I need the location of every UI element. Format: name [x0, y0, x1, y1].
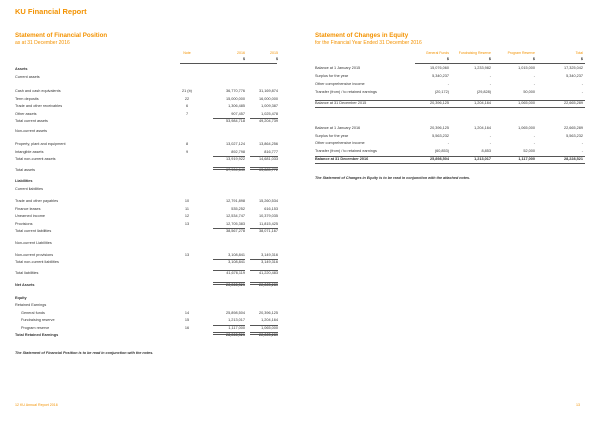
sfp-row-label: Total non-current liabilities — [15, 260, 59, 264]
sfp-row — [15, 104, 277, 111]
sfp-row-2016: 13,919,922 — [225, 157, 245, 161]
sce-row-value: 1,213,017 — [474, 157, 491, 161]
footer-page-number: 13 — [576, 403, 580, 407]
sfp-row — [15, 229, 277, 236]
sce-row-value: - — [489, 134, 491, 138]
sce-row-label: Other comprehensive income — [315, 82, 365, 86]
sfp-row-label: Property, plant and equipment — [15, 142, 66, 146]
sfp-row — [15, 142, 277, 149]
sfp-row-label: Retained Earnings — [15, 303, 47, 307]
sfp-row — [15, 199, 277, 206]
sfp-row-2015: 22,665,289 — [258, 283, 278, 287]
sfp-row-2016: 15,000,000 — [225, 97, 245, 101]
sfp-row-note: 11 — [185, 207, 189, 211]
sfp-row — [15, 129, 277, 136]
sfp-row-2015: 1,065,000 — [261, 326, 278, 330]
sfp-row-2015: 13,864,256 — [258, 142, 278, 146]
sfp-row-2016: 3,108,841 — [228, 260, 245, 264]
sfp-total-rule — [250, 270, 278, 271]
sfp-head-cur2: $ — [276, 57, 278, 61]
sce-row-value: 22,665,289 — [563, 101, 583, 105]
sfp-row-2016: 41,676,119 — [226, 271, 245, 275]
sfp-row — [15, 318, 277, 325]
sfp-row-label: Net Assets — [15, 283, 35, 287]
sce-row-value: (29,828) — [476, 90, 491, 94]
sfp-total-rule — [213, 156, 245, 157]
sfp-row-2016: 53,984,718 — [225, 119, 245, 123]
sce-row — [315, 149, 585, 156]
sfp-total-rule — [213, 325, 245, 326]
sfp-row-note: 15 — [184, 318, 190, 322]
sfp-row — [15, 157, 277, 164]
sfp-total-rule — [213, 118, 245, 119]
sfp-row — [15, 311, 277, 318]
sfp-row-label: Cash and cash equivalents — [15, 89, 61, 93]
sce-head-fundraising: Fundraising Reserve — [458, 51, 491, 55]
sfp-row — [15, 67, 277, 74]
sce-cur-1: $ — [446, 57, 449, 61]
sce-row-value: - — [581, 82, 583, 86]
sfp-row-2016: 36,770,776 — [225, 89, 245, 93]
sce-row-label: Transfer (from) / to retained earnings — [315, 90, 377, 94]
sce-head-total: Total — [575, 51, 583, 55]
sce-subtitle: for the Financial Year Ended 31 December 2016 — [315, 40, 422, 46]
sce-header-rule — [415, 63, 585, 64]
sfp-row — [15, 303, 277, 310]
sce-row — [315, 74, 585, 81]
sfp-row-2016: 1,117,000 — [228, 326, 245, 330]
sfp-row-label: Other assets — [15, 112, 37, 116]
sfp-head-cur1: $ — [243, 57, 245, 61]
sfp-row-label: Total current assets — [15, 119, 48, 123]
sfp-row-note: 8 — [185, 142, 189, 146]
sfp-row-2016: 535,252 — [231, 207, 245, 211]
sfp-total-rule — [250, 228, 278, 229]
sfp-row-2016: 28,228,521 — [225, 333, 245, 337]
sfp-row-label: Program reserve — [21, 326, 50, 330]
sce-row-value: 1,117,000 — [518, 157, 535, 161]
sfp-row-label: Non-current Liabilities — [15, 241, 52, 245]
sfp-row-2016: 907,457 — [231, 112, 245, 116]
sfp-row-2015: 1,025,478 — [261, 112, 278, 116]
sce-row-value: - — [447, 141, 449, 145]
sce-row-value: 1,233,982 — [474, 66, 491, 70]
sfp-row-note: 22 — [184, 97, 190, 101]
sfp-row-label: Liabilities — [15, 179, 33, 183]
sfp-head-y1: 2016 — [237, 51, 245, 55]
sfp-row-label: General funds — [21, 311, 45, 315]
sce-row-value: (60,853) — [434, 149, 449, 153]
sfp-row-label: Total assets — [15, 168, 36, 172]
sfp-row — [15, 207, 277, 214]
sfp-row-note: 13 — [184, 222, 190, 226]
sce-row-value: (20,172) — [434, 90, 449, 94]
sfp-row-2016: 3,108,841 — [228, 253, 245, 257]
sfp-row-label: Unearned income — [15, 214, 45, 218]
sfp-total-rule — [213, 270, 245, 271]
sfp-total-rule — [250, 259, 278, 260]
sfp-row-label: Non-current assets — [15, 129, 48, 133]
sfp-row-2015: 3,149,316 — [261, 253, 278, 257]
sce-row-value: - — [489, 141, 491, 145]
sfp-row-label: Total current liabilities — [15, 229, 52, 233]
sfp-row — [15, 97, 277, 104]
sce-row-label: Balance at 31 December 2016 — [315, 157, 369, 161]
footer-left: 12 KU Annual Report 2016 — [15, 403, 58, 407]
sce-row-label: Transfer (from) / to retained earnings — [315, 149, 377, 153]
sce-row — [315, 66, 585, 73]
sce-row-value: 22,665,289 — [563, 126, 583, 130]
sfp-row — [15, 271, 277, 278]
sfp-row-2016: 12,534,747 — [225, 214, 245, 218]
sce-row-value: 25,898,504 — [429, 157, 449, 161]
sfp-row-2016: 25,898,504 — [225, 311, 245, 315]
sfp-row-2015: 38,071,167 — [258, 229, 278, 233]
sfp-row-label: Total liabilities — [15, 271, 39, 275]
sce-row-value: 17,325,042 — [563, 66, 583, 70]
sfp-row-2015: 816,777 — [264, 150, 278, 154]
sfp-head-y2: 2015 — [270, 51, 278, 55]
sce-row-label: Surplus for the year — [315, 74, 349, 78]
sce-row-value: 1,204,164 — [474, 126, 491, 130]
sfp-row-2016: 1,306,485 — [228, 104, 245, 108]
sce-row — [315, 82, 585, 89]
sfp-row-2016: 13,027,124 — [225, 142, 245, 146]
sfp-row — [15, 241, 277, 248]
sfp-row-2016: 892,798 — [231, 150, 245, 154]
sce-row-value: - — [581, 90, 583, 94]
sfp-total-rule — [213, 282, 245, 285]
sfp-row-2015: 31,169,874 — [258, 89, 278, 93]
sce-row-value: 5,340,237 — [566, 74, 583, 78]
sfp-row-label: Term deposits — [15, 97, 39, 101]
sfp-total-rule — [213, 332, 245, 335]
sce-cur-2: $ — [488, 57, 491, 61]
sce-head-program: Program Reserve — [507, 51, 535, 55]
sfp-row-label: Fundraising reserve — [21, 318, 55, 322]
sce-row-label: Balance at 31 December 2015 — [315, 101, 367, 105]
sce-row-value: - — [533, 141, 535, 145]
sce-row-label: Balance at 1 January 2016 — [315, 126, 361, 130]
sce-row-value: 1,065,000 — [518, 126, 535, 130]
sfp-row-2016: 26,228,521 — [225, 283, 245, 287]
sce-row-value: - — [533, 74, 535, 78]
sfp-row-label: Equity — [15, 296, 27, 300]
sfp-row-label: Total Retained Earnings — [15, 333, 59, 337]
sfp-row-2015: 616,153 — [264, 207, 278, 211]
sfp-total-rule — [250, 118, 278, 119]
sfp-total-rule — [250, 332, 278, 335]
sce-row-value: - — [581, 141, 583, 145]
sce-row — [315, 126, 585, 133]
sce-row — [315, 90, 585, 97]
sfp-row-label: Trade and other receivables — [15, 104, 63, 108]
sfp-head-note: Note — [183, 51, 191, 55]
sfp-row-note: 14 — [184, 311, 190, 315]
sfp-row-label: Trade and other payables — [15, 199, 59, 203]
sce-total-rule — [315, 163, 585, 164]
sfp-total-rule — [213, 228, 245, 229]
sce-row-value: - — [533, 134, 535, 138]
sfp-row-2016: 12,791,898 — [225, 199, 245, 203]
sfp-total-rule — [250, 167, 278, 170]
sfp-row-2015: 41,220,483 — [258, 271, 278, 275]
sfp-row — [15, 179, 277, 186]
sfp-total-rule — [213, 259, 245, 260]
sce-total-rule — [315, 107, 585, 108]
sfp-header-rule — [180, 63, 277, 64]
sce-row-value: 15,076,060 — [429, 66, 449, 70]
sfp-row-2015: 11,815,425 — [259, 222, 278, 226]
sce-total-rule — [315, 100, 585, 101]
report-header: KU Financial Report — [15, 7, 87, 16]
sfp-total-rule — [250, 325, 278, 326]
sce-cur-4: $ — [580, 57, 583, 61]
sfp-title: Statement of Financial Position — [15, 32, 108, 39]
sfp-row-label: Non-current provisions — [15, 253, 54, 257]
sfp-row-2015: 1,204,164 — [261, 318, 278, 322]
sce-row-label: Surplus for the year — [315, 134, 349, 138]
sfp-row-2016: 67,904,640 — [225, 168, 245, 172]
sce-row-value: - — [533, 82, 535, 86]
sce-head-general: General Funds — [425, 51, 449, 55]
sfp-row — [15, 214, 277, 221]
sfp-row-2015: 63,885,772 — [258, 168, 278, 172]
sce-row-value: 5,563,232 — [432, 134, 449, 138]
sfp-row-note: 9 — [185, 150, 189, 154]
sfp-row-note: 7 — [185, 112, 189, 116]
sfp-row-2015: 14,681,033 — [258, 157, 278, 161]
sce-row-value: - — [489, 82, 491, 86]
sce-row-value: 5,340,237 — [432, 74, 449, 78]
sce-row — [315, 141, 585, 148]
sfp-row-2016: 38,567,278 — [225, 229, 245, 233]
sfp-row-2015: 3,149,316 — [261, 260, 278, 264]
sfp-row-2016: 12,705,383 — [225, 222, 245, 226]
sce-row-label: Other comprehensive income — [315, 141, 365, 145]
sfp-row-note: 12 — [184, 214, 190, 218]
sfp-row-2015: 15,260,534 — [258, 199, 278, 203]
sce-row-value: - — [447, 82, 449, 86]
sfp-row-note: 6 — [185, 104, 189, 108]
sfp-row — [15, 187, 277, 194]
sfp-row-2015: 10,379,035 — [258, 214, 278, 218]
sce-row-value: 20,396,125 — [429, 126, 449, 130]
sce-row-value: 52,000 — [523, 149, 535, 153]
sfp-row-note: 16 — [184, 326, 190, 330]
sfp-row — [15, 75, 277, 82]
sfp-subtitle: as at 31 December 2016 — [15, 40, 70, 46]
sfp-row-label: Current assets — [15, 75, 40, 79]
sfp-row — [15, 296, 277, 303]
sfp-footnote: The Statement of Financial Position is to be read in conjunction with the notes. — [15, 351, 154, 355]
sce-row-value: - — [581, 149, 583, 153]
sce-row-value: 20,396,125 — [429, 101, 449, 105]
sce-row-value: 1,065,000 — [518, 101, 535, 105]
sfp-total-rule — [250, 156, 278, 157]
sfp-row-label: Intangible assets — [15, 150, 44, 154]
sfp-row-2015: 16,000,000 — [258, 97, 278, 101]
sce-row-value: 28,228,521 — [563, 157, 583, 161]
sfp-row-label: Current liabilities — [15, 187, 44, 191]
sfp-row-note: 13 — [184, 253, 190, 257]
sce-row-value: - — [489, 74, 491, 78]
sce-row-value: 5,563,232 — [566, 134, 583, 138]
sfp-row — [15, 119, 277, 126]
sfp-row-2015: 49,204,739 — [258, 119, 278, 123]
sfp-total-rule — [213, 167, 245, 170]
sce-total-rule — [315, 156, 585, 157]
sce-row-value: 50,000 — [523, 90, 535, 94]
sfp-row-label: Finance leases — [15, 207, 41, 211]
sfp-row-2015: 20,396,125 — [258, 311, 278, 315]
sce-row-value: 1,204,164 — [474, 101, 491, 105]
sfp-row-label: Provisions — [15, 222, 33, 226]
sfp-total-rule — [250, 282, 278, 285]
sfp-row-2015: 22,665,289 — [258, 333, 278, 337]
sfp-row-label: Assets — [15, 67, 28, 71]
sce-row — [315, 134, 585, 141]
sce-title: Statement of Changes in Equity — [315, 32, 409, 39]
sfp-row — [15, 89, 277, 96]
sce-row-value: 8,853 — [481, 149, 491, 153]
sce-footnote: The Statement of Changes in Equity is to be read in conjunction with the attached notes. — [315, 176, 471, 180]
sce-row-value: 1,015,000 — [518, 66, 535, 70]
sfp-row-label: Total non-current assets — [15, 157, 56, 161]
sce-cur-3: $ — [532, 57, 535, 61]
sfp-row-2016: 1,213,017 — [228, 318, 245, 322]
sfp-row — [15, 260, 277, 267]
sfp-row-2015: 1,009,387 — [261, 104, 278, 108]
sfp-row-note: 10 — [184, 199, 190, 203]
sfp-row-note: 21 (b) — [182, 89, 192, 93]
sce-row-label: Balance at 1 January 2015 — [315, 66, 361, 70]
